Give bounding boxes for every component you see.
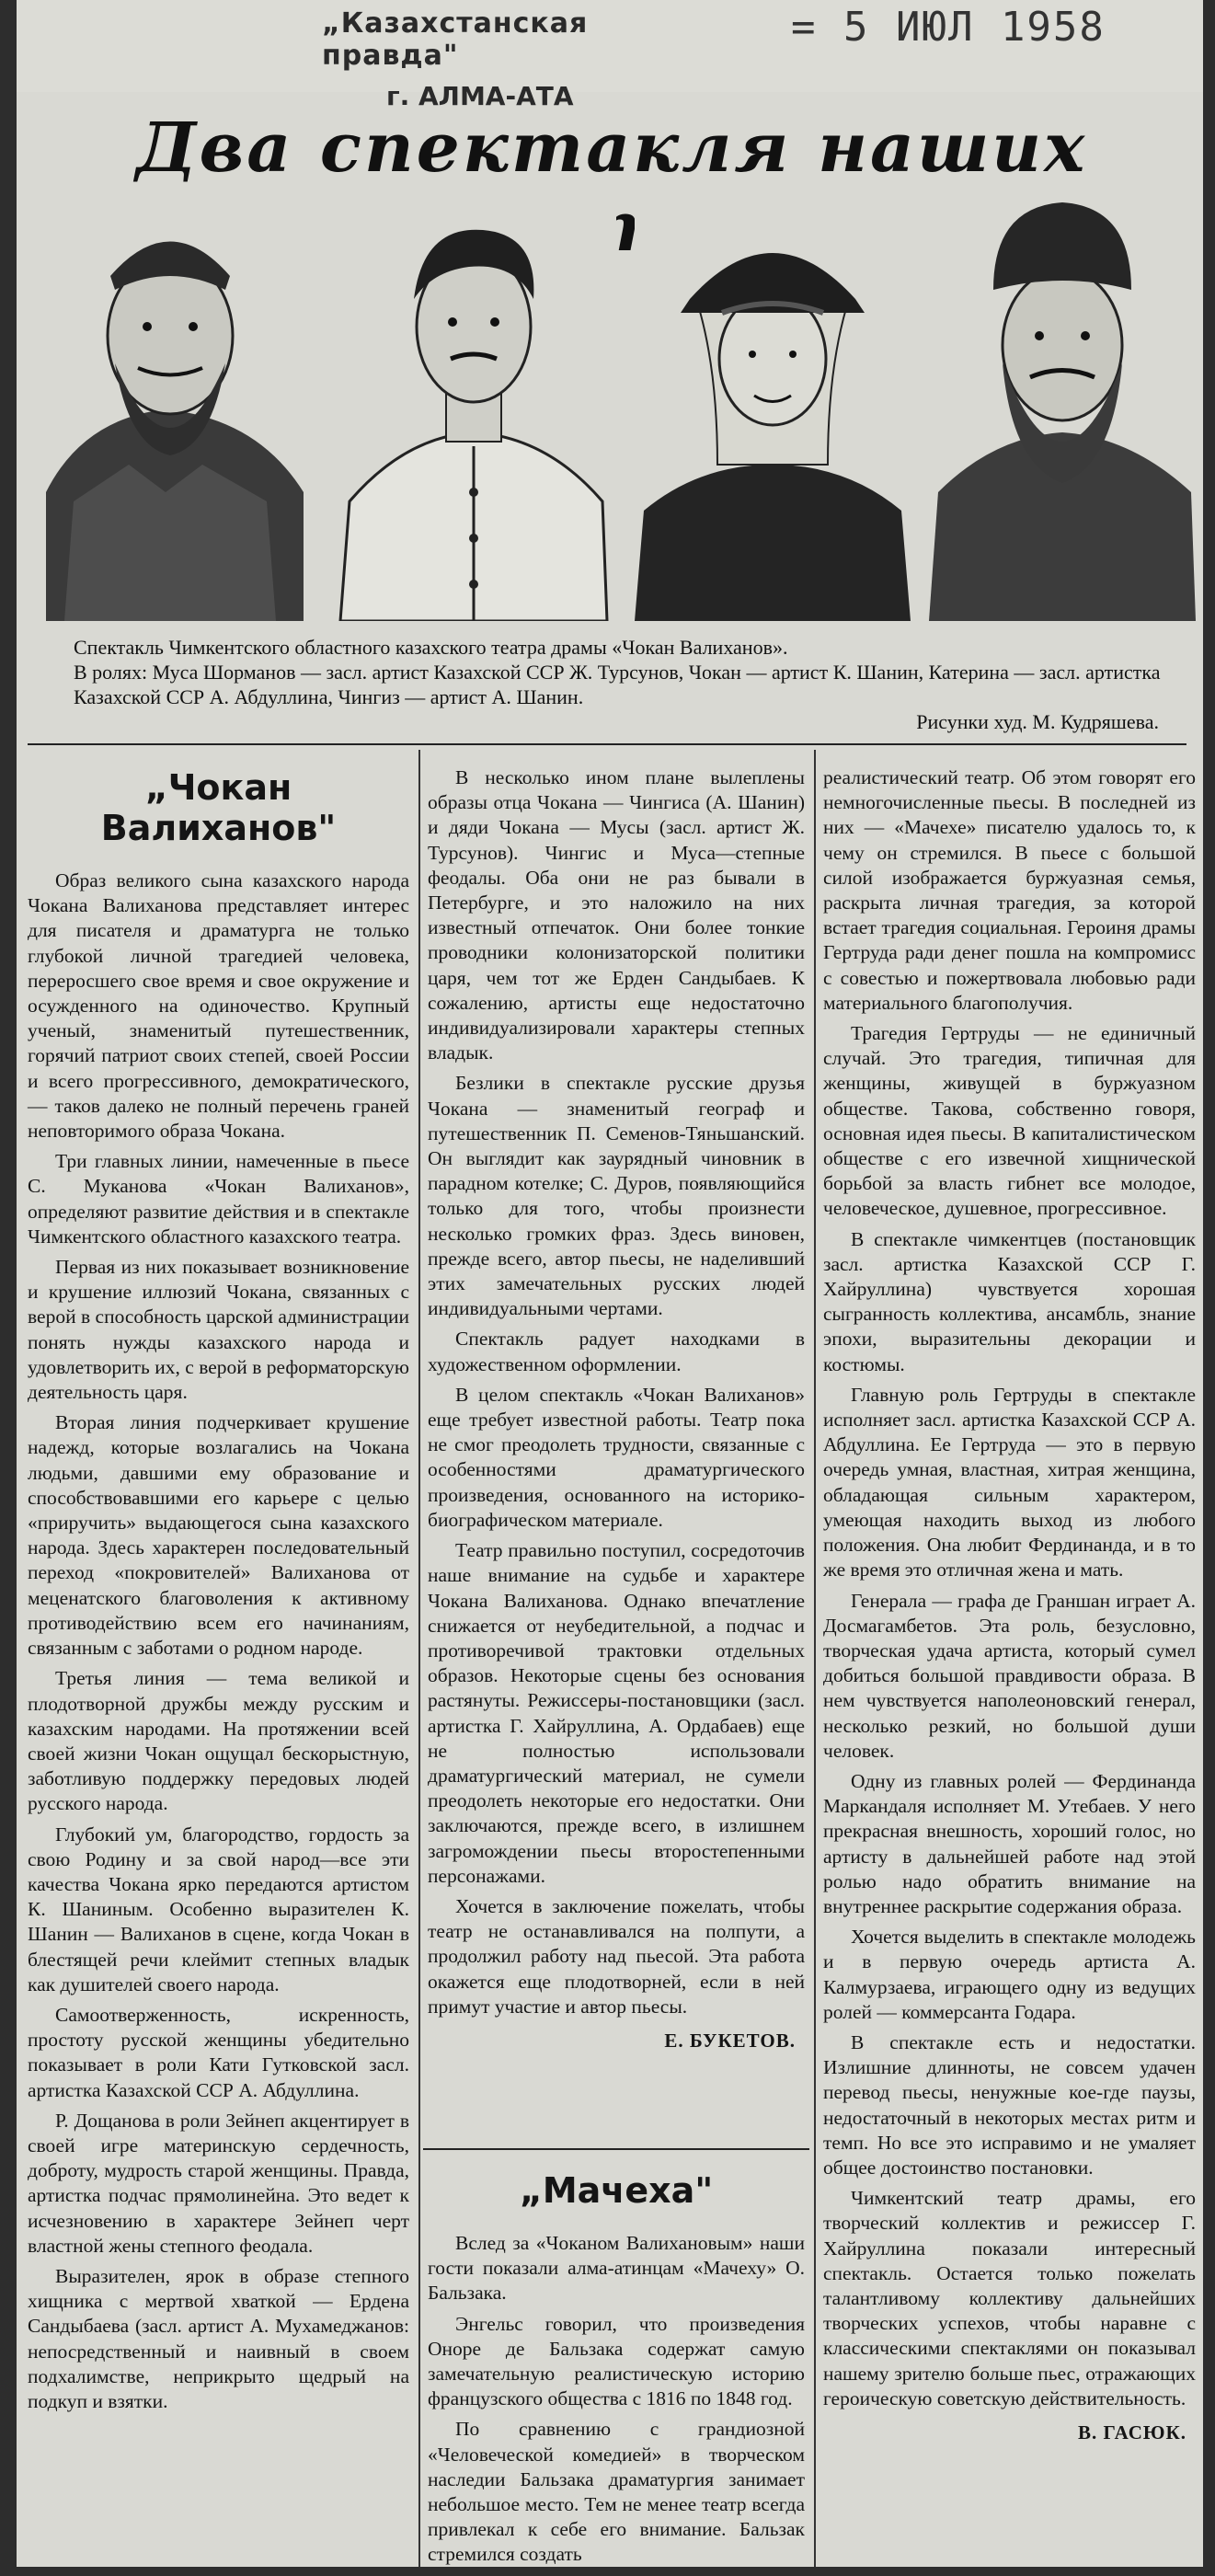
paragraph: Первая из них показывает возникновение и крушение иллюзий Чокана, связанных с верой в способность царской администрации понять нужды казахского народа и удовлетворить их, с верой в реформаторскую деятельность царя.: [28, 1256, 409, 1404]
source-stamp: [322, 7, 708, 111]
paragraph: Самоотверженность, искренность, простоту русской женщины убедительно показывает в роли Кати Гутковской засл. артистка Казахской ССР А. Абдуллина.: [28, 2003, 409, 2101]
paragraph: Р. Дощанова в роли Зейнеп акцентирует в своей игре материнскую сердечность, доброту, мудрость старой женщины. Правда, артистка подчас прямолинейна. Это ведет к исчезновению в характере Зейнеп черт властной жены степного феодала.: [28, 2109, 409, 2257]
paragraph: Образ великого сына казахского народа Чокана Валиханова представляет интерес для писателя и драматурга не только глубокой личной трагедией человека, переросшего свое время и свое окружение и осужденного на одиночество. Крупный ученый, знаменитый путешественник, горячий патриот своих степей, своей России и всего прогрессивного, демократического,— таков далеко не полный перечень граней неповторимого образа Чокана.: [28, 869, 409, 1143]
paragraph: Чимкентский театр драмы, его творческий коллектив и режиссер Г. Хайруллина показали интересный спектакль. Остается только пожелать талантливому коллективу дальнейших творческих успехов, чтобы наравне с классическими спектаклями он показывал нашему зрителю больше пьес, отражающих героическую советскую действительность.: [823, 2187, 1196, 2409]
column-rule-2: [814, 750, 816, 2567]
paragraph: Хочется выделить в спектакле молодежь и в первую очередь артиста А. Калмурзаева, играющего одну из ведущих ролей — коммерсанта Годара.: [823, 1926, 1196, 2023]
article-title-chokan: „Чокан Валиханов": [100, 767, 337, 848]
paragraph: Глубокий ум, благородство, гордость за свою Родину и за свой народ—все эти качества Чокана ярко передаются артистом К. Шаниным. Особенно выразителен К. Шанин — Валиханов в сцене, когда Чокан в блестящей речи клеймит степных владык как душителей своего народа.: [28, 1823, 409, 1995]
stamp-city: г. АЛМА-АТА: [386, 81, 574, 111]
paragraph: реалистический театр. Об этом говорят его немногочисленные пьесы. В последней из них — «Мачехе» писателю удалось то, к чему он стремился. В пьесе с большой силой изображается буржуазная семья, раскрыта личная трагедия, за которой встает трагедия социальная. Героиня драмы Гертруда ради денег пошла на компромисс с совестью и пожертвовала любовью ради материального благополучия.: [823, 766, 1196, 1014]
caption-line-2: В ролях: Муса Шорманов — засл. артист Казахской ССР Ж. Турсунов, Чокан — артист К. Шанин, Катерина — засл. артистка Казахской ССР А. Абдуллина, Чингиз — артист А. Шанин.: [74, 661, 1161, 708]
signature-buketov: Е. БУКЕТОВ.: [664, 2029, 796, 2052]
article-title-macheha: „Мачеха": [519, 2170, 714, 2211]
paragraph: Вторая линия подчеркивает крушение надежд, которые возлагались на Чокана людьми, давшими ему образование и способствовавшими его карьере с целью «приручить» выдающегося сына казахского народа. Здесь характерен последовательный переход «покровителей» Валиханова от меценатского благоволения к активному противодействию всем его начинаниям, связанным с заботами о родном народе.: [28, 1411, 409, 1660]
date-stamp-text: 5 ИЮЛ 1958: [843, 4, 1106, 51]
paragraph: В спектакле чимкентцев (постановщик засл. артистка Казахской ССР Г. Хайруллина) чувствуется хорошая сыгранность коллектива, ансамбль, знание эпохи, выразительны декорации и костюмы.: [823, 1227, 1196, 1375]
article-macheha-column-3: [823, 765, 1196, 2451]
paragraph: Вслед за «Чоканом Валихановым» наши гости показали алма-атинцам «Мачеху» О. Бальзака.: [428, 2232, 805, 2305]
article-divider: [423, 2148, 809, 2150]
article-macheha-column-2: [428, 2157, 805, 2573]
paragraph: Спектакль радует находками в художественном оформлении.: [428, 1328, 805, 1375]
paragraph: Хочется в заключение пожелать, чтобы театр не останавливался на полпути, а продолжил работу над пьесой. Эта работа окажется еще плодотворней, если в ней примут участие и автор пьесы.: [428, 1894, 805, 2018]
portrait-chingiz-icon: [929, 189, 1196, 621]
illustration-caption: [74, 635, 1177, 734]
paragraph: В несколько ином плане вылеплены образы отца Чокана — Чингиса (А. Шанин) и дяди Чокана — Мусы (засл. артист Ж. Турсунов). Чингис и Муса—степные феодалы. Оба они не раз бывали в Петербурге, и это наложило на них известный отпечаток. Они более тонкие проводники колонизаторской политики царя, чем тот же Ерден Сандыбаев. К сожалению, артисты еще недостаточно индивидуализировали характеры степных владык.: [428, 766, 805, 1064]
paragraph: Трагедия Гертруды — не единичный случай. Это трагедия, типичная для женщины, живущей в буржуазном обществе. Такова, собственно говоря, основная идея пьесы. В капиталистическом обществе с его извечной хищнической борьбой за власть гибнет все молодое, человеческое, душевное, прогрессивное.: [823, 1022, 1196, 1220]
paragraph: Одну из главных ролей — Фердинанда Маркандаля исполняет М. Утебаев. У него прекрасная внешность, хороший голос, но артисту в дальнейшей работе над этой ролью надо обратить внимание на внутреннее раскрытие содержания образа.: [823, 1769, 1196, 1917]
portrait-illustrations: [28, 189, 1196, 621]
paragraph: Три главных линии, намеченные в пьесе С. Муканова «Чокан Валиханов», определяют развитие действия и в спектакле Чимкентского областного казахского театра.: [28, 1150, 409, 1248]
paragraph: В спектакле есть и недостатки. Излишние длинноты, не совсем удачен перевод пьесы, ненужные кое-где паузы, недостаточный в некоторых местах ритм и темп. Но все это исправимо и не умаляет общее достоинство постановки.: [823, 2030, 1196, 2179]
portrait-musa-icon: [28, 189, 313, 621]
column-rule-1: [418, 750, 420, 2567]
paragraph: По сравнению с грандиозной «Человеческой комедией» в творческом наследии Бальзака драматургия занимает небольшое место. Тем не менее театр всегда привлекал к себе его внимание. Бальзак стремился создать: [428, 2418, 805, 2566]
paragraph: Главную роль Гертруды в спектакле исполняет засл. артистка Казахской ССР А. Абдуллина. Ее Гертруда — это в первую очередь умная, властная, хитрая женщина, обладающая сильным характером, умеющая находить выход из любого положения. Она любит Фердинанда, и в то же время это отличная жена и мать.: [823, 1383, 1196, 1581]
paragraph: Выразителен, ярок в образе степного хищника с мертвой хваткой — Ердена Сандыбаева (засл. артист А. Мухамеджанов: непосредственный и наивный в своем подхалимстве, неприкрыто щедрый на подкуп и взятки.: [28, 2264, 409, 2412]
paragraph: Безлики в спектакле русские друзья Чокана — знаменитый географ и путешественник П. Семенов-Тяньшанский. Он выглядит как заурядный чиновник в парадном котелке; С. Дуров, появляющийся только для того, чтобы произнести несколько громких фраз. Здесь виновен, прежде всего, автор пьесы, не наделивший этих замечательных русских людей индивидуальными чертами.: [428, 1072, 805, 1320]
section-divider: [28, 743, 1186, 745]
portrait-katerina-icon: [635, 189, 911, 621]
paragraph: Третья линия — тема великой и плодотворной дружбы между русским и казахским народами. На протяжении всей своей жизни Чокан ощущал бескорыстную, заботливую поддержку передовых людей русского народа.: [28, 1667, 409, 1815]
article-chokan-column-1: [28, 754, 409, 2420]
page-title: Два спектакля наших: [135, 109, 1088, 188]
caption-credit: Рисунки худ. М. Кудряшева.: [916, 710, 1159, 733]
stamp-paper-name: „Казахстанская правда": [322, 7, 589, 72]
date-stamp: [791, 4, 1106, 51]
paragraph: Театр правильно поступил, сосредоточив наше внимание на судьбе и характере Чокана Валиханова. Однако впечатление снижается от неубедительной, а подчас и противоречивой трактовки отдельных образов. Некоторые сцены без основания растянуты. Режиссеры-постановщики (засл. артистка Г. Хайруллина, А. Ордабаев) еще не полностью использовали драматургический материал, не сумели преодолеть некоторые его недостатки. Они заключаются, прежде всего, в излишнем загромождении пьесы второстепенными персонажами.: [428, 1539, 805, 1887]
signature-gasyuk: В. ГАСЮК.: [1078, 2421, 1186, 2444]
caption-line-1: Спектакль Чимкентского областного казахского театра драмы «Чокан Валиханов».: [74, 636, 788, 659]
article-chokan-column-2: [428, 765, 805, 2059]
date-stamp-dash: =: [791, 4, 818, 51]
paragraph: Энгельс говорил, что произведения Оноре де Бальзака содержат самую замечательную реалистическую историю французского общества с 1816 по 1848 год.: [428, 2312, 805, 2410]
paragraph: Генерала — графа де Граншан играет А. Досмагамбетов. Эта роль, безусловно, творческая удача артиста, который сумел добиться большой правдивости образа. В нем чувствуется наполеоновский генерал, несколько резкий, но большой души человек.: [823, 1589, 1196, 1762]
paragraph: В целом спектакль «Чокан Валиханов» еще требует известной работы. Театр пока не смог преодолеть трудности, связанные с особенностями драматургического произведения, основанного на историко-биографическом материале.: [428, 1383, 805, 1531]
portrait-chokan-icon: [331, 189, 616, 621]
